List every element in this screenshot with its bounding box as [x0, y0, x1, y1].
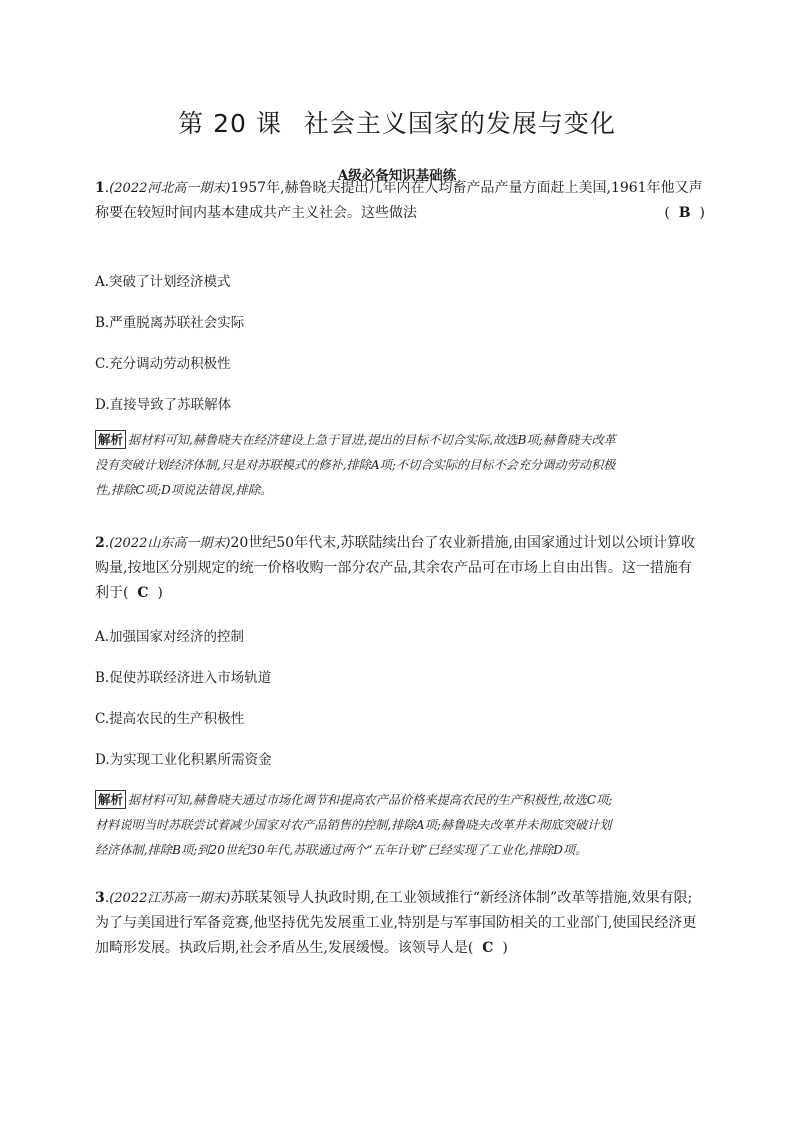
- page-title: [0, 104, 794, 140]
- question-1-analysis-line-3: 性,排除C项;D项说法错误,排除。: [95, 483, 273, 497]
- question-2-text-1: 20世纪50年代末,苏联陆续出台了农业新措施,由国家通过计划以公顷计算收: [230, 535, 695, 551]
- question-2: [95, 531, 705, 606]
- question-1-answer-bracket: ( B ): [664, 205, 705, 221]
- question-2-line-2: 购量,按地区分别规定的统一价格收购一部分农产品,其余农产品可在市场上自由出售。这一措施有: [95, 560, 692, 576]
- analysis-tag: 解析: [95, 790, 126, 809]
- question-1-analysis-line-2: 没有突破计划经济体制,只是对苏联模式的修补,排除A项;不切合实际的目标不会充分调动劳动积极: [95, 458, 616, 472]
- question-2-option-b: B.促使苏联经济进入市场轨道: [95, 670, 272, 686]
- question-3-line-1: 3.(2022江苏高一期末)苏联某领导人执政时期,在工业领域推行“新经济体制”改革等措施,效果有限;: [95, 890, 693, 906]
- question-2-analysis-line-1: 解析 据材料可知,赫鲁晓夫通过市场化调节和提高农产品价格来提高农民的生产积极性,故选C项;: [95, 788, 707, 813]
- question-2-number: 2: [95, 535, 105, 551]
- question-2-source: (2022山东高一期末): [109, 536, 231, 551]
- question-1-option-c: C.充分调动劳动积极性: [95, 356, 231, 372]
- question-1-line-2: [95, 201, 705, 226]
- question-1-source: (2022河北高一期末): [109, 181, 231, 196]
- question-2-analysis: [95, 788, 707, 863]
- question-2-line-1: 2.(2022山东高一期末)20世纪50年代末,苏联陆续出台了农业新措施,由国家通过计划以公顷计算收: [95, 535, 695, 551]
- question-3-text-1: 苏联某领导人执政时期,在工业领域推行“新经济体制”改革等措施,效果有限;: [230, 890, 693, 906]
- question-1: [95, 176, 705, 226]
- lesson-topic: 社会主义国家的发展与变化: [303, 109, 616, 138]
- question-2-option-d: D.为实现工业化积累所需资金: [95, 752, 272, 768]
- question-3-number: 3: [95, 890, 105, 906]
- question-2-analysis-line-2: 材料说明当时苏联尝试着减少国家对农产品销售的控制,排除A项;赫鲁晓夫改革并未彻底突破计划: [95, 818, 612, 832]
- question-1-text-1: 1957年,赫鲁晓夫提出几年内在人均畜产品产量方面赶上美国,1961年他又声: [230, 180, 703, 196]
- question-3-line-3: 加畸形发展。执政后期,社会矛盾丛生,发展缓慢。该领导人是( C ): [95, 940, 508, 956]
- section-heading: A级必备知识基础练: [337, 168, 457, 184]
- question-1-answer: B: [678, 205, 691, 221]
- question-2-answer: C: [137, 585, 149, 601]
- question-2-option-c: C.提高农民的生产积极性: [95, 711, 245, 727]
- question-2-analysis-line-3: 经济体制,排除B项;到20世纪30年代,苏联通过两个“五年计划”已经实现了工业化,排除D项。: [95, 843, 588, 857]
- question-1-option-a: A.突破了计划经济模式: [95, 274, 231, 290]
- question-1-analysis-line-1: 解析 据材料可知,赫鲁晓夫在经济建设上急于冒进,提出的目标不切合实际,故选B项;赫鲁晓夫改革: [95, 428, 707, 453]
- question-2-line-3: 利于( C ): [95, 585, 163, 601]
- question-1-line-1: 1.(2022河北高一期末)1957年,赫鲁晓夫提出几年内在人均畜产品产量方面赶上美国,1961年他又声: [95, 180, 703, 196]
- question-1-number: 1: [95, 180, 105, 196]
- question-2-option-a: A.加强国家对经济的控制: [95, 629, 245, 645]
- question-3-answer: C: [482, 940, 494, 956]
- question-1-text-2: 称要在较短时间内基本建成共产主义社会。这些做法: [95, 205, 417, 221]
- question-3-source: (2022江苏高一期末): [109, 891, 231, 906]
- question-1-analysis: [95, 428, 707, 503]
- question-1-option-b: B.严重脱离苏联社会实际: [95, 315, 245, 331]
- lesson-number: 第 20 课: [178, 109, 282, 138]
- question-3-line-2: 为了与美国进行军备竞赛,他坚持优先发展重工业,特别是与军事国防相关的工业部门,使国民经济更: [95, 915, 697, 931]
- question-3: [95, 886, 705, 961]
- question-1-option-d: D.直接导致了苏联解体: [95, 397, 232, 413]
- analysis-tag: 解析: [95, 430, 126, 449]
